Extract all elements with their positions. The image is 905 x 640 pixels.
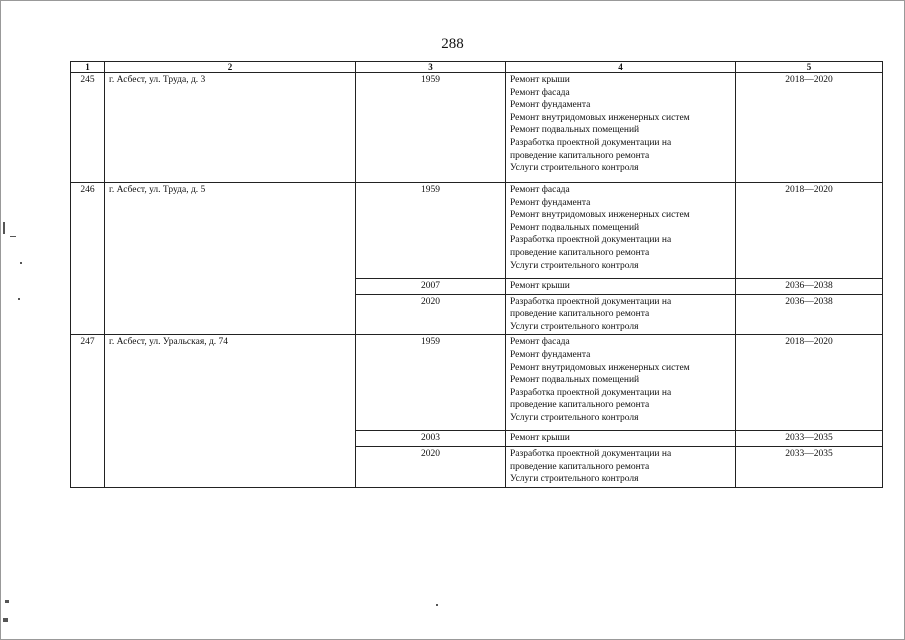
scan-artifact — [18, 298, 20, 300]
capital-repair-table — [70, 61, 883, 488]
work-item: Ремонт фундамента — [510, 197, 591, 208]
work-item: Ремонт фасада — [510, 337, 570, 348]
work-item: Услуги строительного контроля — [510, 260, 639, 271]
scan-artifact — [5, 600, 9, 603]
work-item: Ремонт крыши — [510, 433, 570, 444]
work-item: проведение капитального ремонта — [510, 309, 650, 320]
scan-artifact — [20, 262, 22, 264]
scan-artifact — [3, 222, 5, 234]
building-address: г. Асбест, ул. Уральская, д. 74 — [105, 335, 356, 487]
column-header-2: 2 — [105, 62, 356, 73]
work-item: проведение капитального ремонта — [510, 247, 650, 258]
building-address: г. Асбест, ул. Труда, д. 5 — [105, 183, 356, 335]
year-cell: 2020 — [356, 294, 506, 335]
year-cell: 1959 — [356, 183, 506, 279]
works-cell — [506, 446, 736, 487]
scan-artifact — [436, 604, 438, 606]
period-cell: 2033—2035 — [736, 446, 883, 487]
row-number: 245 — [71, 73, 105, 183]
work-item: Ремонт фундамента — [510, 349, 591, 360]
building-address: г. Асбест, ул. Труда, д. 3 — [105, 73, 356, 183]
work-item: Услуги строительного контроля — [510, 474, 639, 485]
work-item: проведение капитального ремонта — [510, 400, 650, 411]
table-body — [71, 73, 883, 488]
work-item: Услуги строительного контроля — [510, 412, 639, 423]
column-header-1: 1 — [71, 62, 105, 73]
year-cell: 1959 — [356, 335, 506, 431]
work-item: Разработка проектной документации на — [510, 448, 672, 459]
work-item: Ремонт подвальных помещений — [510, 125, 640, 136]
work-item: Разработка проектной документации на — [510, 137, 672, 148]
year-cell: 2007 — [356, 279, 506, 295]
page-number: 288 — [441, 36, 464, 52]
work-item: Ремонт внутридомовых инженерных систем — [510, 362, 690, 373]
works-cell — [506, 183, 736, 279]
period-cell: 2018—2020 — [736, 183, 883, 279]
column-header-3: 3 — [356, 62, 506, 73]
row-number: 247 — [71, 335, 105, 487]
work-item: проведение капитального ремонта — [510, 150, 650, 161]
works-cell — [506, 73, 736, 183]
scan-artifact — [3, 618, 8, 622]
work-item: Ремонт внутридомовых инженерных систем — [510, 210, 690, 221]
row-number: 246 — [71, 183, 105, 335]
work-item: Ремонт крыши — [510, 75, 570, 85]
period-cell: 2018—2020 — [736, 335, 883, 431]
works-cell — [506, 431, 736, 447]
work-item: Ремонт подвальных помещений — [510, 222, 640, 233]
work-item: Разработка проектной документации на — [510, 296, 672, 307]
table-row — [71, 73, 883, 183]
column-header-4: 4 — [506, 62, 736, 73]
work-item: Услуги строительного контроля — [510, 163, 639, 174]
work-item: проведение капитального ремонта — [510, 461, 650, 472]
table-row — [71, 335, 883, 431]
scan-artifact — [10, 236, 16, 237]
header-row — [71, 62, 883, 73]
year-cell: 1959 — [356, 73, 506, 183]
period-cell: 2018—2020 — [736, 73, 883, 183]
work-item: Ремонт подвальных помещений — [510, 375, 640, 386]
work-item: Ремонт фундамента — [510, 100, 591, 111]
period-cell: 2033—2035 — [736, 431, 883, 447]
year-cell: 2003 — [356, 431, 506, 447]
year-cell: 2020 — [356, 446, 506, 487]
work-item: Услуги строительного контроля — [510, 321, 639, 332]
period-cell: 2036—2038 — [736, 294, 883, 335]
works-cell — [506, 335, 736, 431]
work-item: Ремонт фасада — [510, 185, 570, 195]
work-item: Разработка проектной документации на — [510, 387, 672, 398]
work-item: Ремонт внутридомовых инженерных систем — [510, 112, 690, 123]
table-row — [71, 183, 883, 279]
work-item: Ремонт крыши — [510, 281, 570, 291]
works-cell — [506, 279, 736, 295]
work-item: Ремонт фасада — [510, 87, 570, 98]
period-cell: 2036—2038 — [736, 279, 883, 295]
works-cell — [506, 294, 736, 335]
work-item: Разработка проектной документации на — [510, 235, 672, 246]
column-header-5: 5 — [736, 62, 883, 73]
